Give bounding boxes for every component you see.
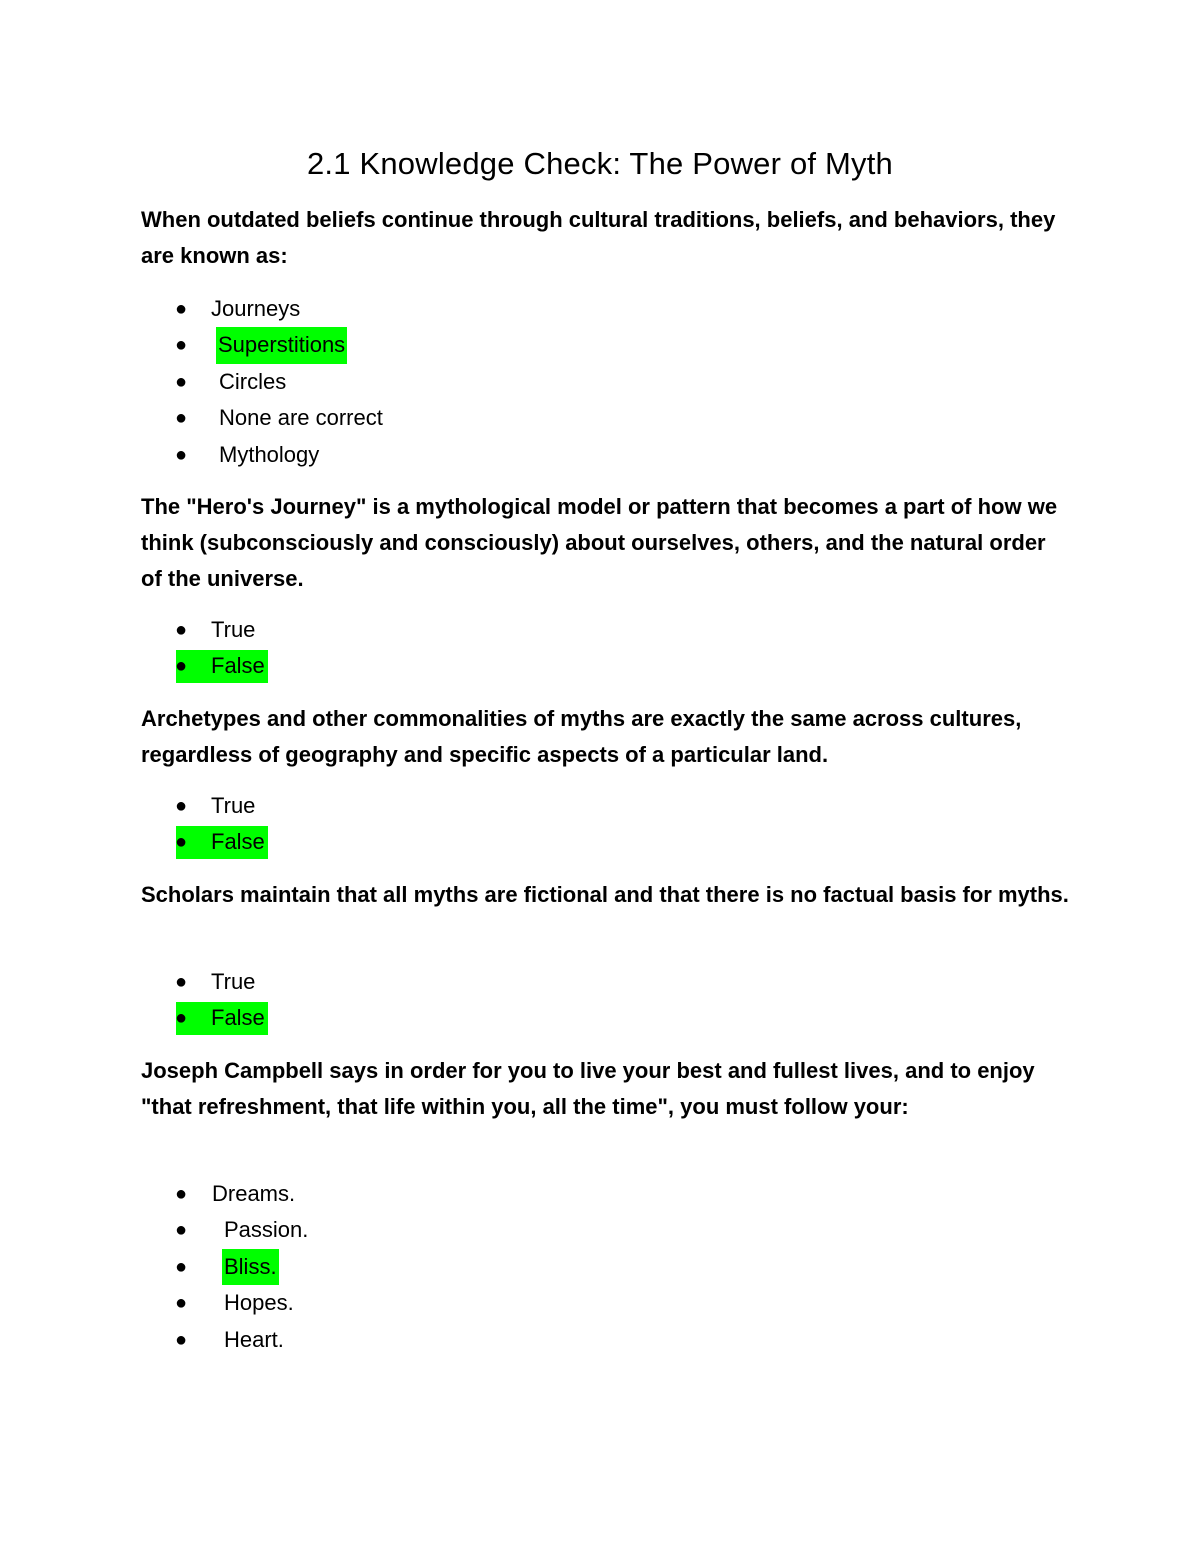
bullet-icon: ● bbox=[175, 443, 188, 466]
bullet-icon: ● bbox=[175, 1292, 188, 1315]
option-label: True bbox=[211, 793, 256, 818]
option-label: Heart. bbox=[224, 1326, 284, 1352]
question-1-text: When outdated beliefs continue through cultural traditions, beliefs, and behaviors, they are known as: bbox=[141, 207, 1056, 268]
option-passion[interactable] bbox=[0, 1212, 1200, 1248]
option-label: Hopes. bbox=[224, 1290, 294, 1316]
bullet-icon: ● bbox=[175, 1255, 188, 1278]
option-label-highlighted: Bliss. bbox=[222, 1249, 279, 1285]
bullet-icon: ● bbox=[175, 1219, 188, 1242]
option-journeys[interactable] bbox=[0, 291, 1200, 327]
bullet-icon: ● bbox=[175, 407, 188, 430]
question-4-options bbox=[0, 964, 1200, 1037]
option-label-highlighted: False bbox=[211, 829, 265, 855]
option-false[interactable] bbox=[0, 648, 1200, 684]
option-label: True bbox=[211, 617, 256, 642]
option-bliss[interactable] bbox=[0, 1249, 1200, 1285]
option-heart[interactable] bbox=[0, 1322, 1200, 1358]
bullet-icon: ● bbox=[175, 298, 188, 320]
question-2-text: The "Hero's Journey" is a mythological model or pattern that becomes a part of how we think (subconsciously and consciously) about ourselves, others, and the natural order of the universe. bbox=[141, 494, 1058, 591]
bullet-icon: ● bbox=[175, 1007, 188, 1030]
option-true[interactable] bbox=[0, 964, 1200, 1000]
bullet-icon: ● bbox=[175, 334, 188, 357]
question-3-options bbox=[0, 788, 1200, 861]
option-mythology[interactable] bbox=[0, 437, 1200, 473]
option-label: None are correct bbox=[219, 405, 383, 431]
option-true[interactable] bbox=[0, 788, 1200, 824]
bullet-icon: ● bbox=[175, 370, 188, 393]
question-4-text: Scholars maintain that all myths are fictional and that there is no factual basis for myths. bbox=[141, 882, 1069, 907]
bullet-icon: ● bbox=[175, 1183, 188, 1205]
question-1-options bbox=[0, 291, 1200, 473]
question-3-text: Archetypes and other commonalities of myths are exactly the same across cultures, regardless of geography and specific aspects of a particular land. bbox=[141, 706, 1022, 767]
option-label-highlighted: Superstitions bbox=[216, 327, 347, 363]
option-hopes[interactable] bbox=[0, 1285, 1200, 1321]
bullet-icon: ● bbox=[175, 619, 188, 641]
option-label: Journeys bbox=[211, 296, 301, 321]
question-5-text: Joseph Campbell says in order for you to live your best and fullest lives, and to enjoy "that refreshment, that life within you, all the time", you must follow your: bbox=[141, 1058, 1035, 1119]
question-2-options bbox=[0, 612, 1200, 685]
option-label: Passion. bbox=[224, 1217, 309, 1243]
option-label: True bbox=[211, 969, 256, 994]
option-label: Dreams. bbox=[212, 1181, 296, 1206]
option-label-highlighted: False bbox=[211, 1005, 265, 1031]
bullet-icon: ● bbox=[175, 795, 188, 817]
option-false[interactable] bbox=[0, 824, 1200, 860]
option-label: Mythology bbox=[219, 441, 320, 467]
bullet-icon: ● bbox=[175, 1328, 188, 1351]
option-label: Circles bbox=[219, 368, 287, 394]
option-label-highlighted: False bbox=[211, 653, 265, 679]
option-circles[interactable] bbox=[0, 364, 1200, 400]
option-false[interactable] bbox=[0, 1000, 1200, 1036]
question-5-options bbox=[0, 1176, 1200, 1358]
option-superstitions[interactable] bbox=[0, 327, 1200, 363]
document-title: 2.1 Knowledge Check: The Power of Myth bbox=[306, 146, 893, 181]
bullet-icon: ● bbox=[175, 655, 188, 678]
option-true[interactable] bbox=[0, 612, 1200, 648]
option-dreams[interactable] bbox=[0, 1176, 1200, 1212]
bullet-icon: ● bbox=[175, 831, 188, 854]
bullet-icon: ● bbox=[175, 971, 188, 993]
option-none-are-correct[interactable] bbox=[0, 400, 1200, 436]
